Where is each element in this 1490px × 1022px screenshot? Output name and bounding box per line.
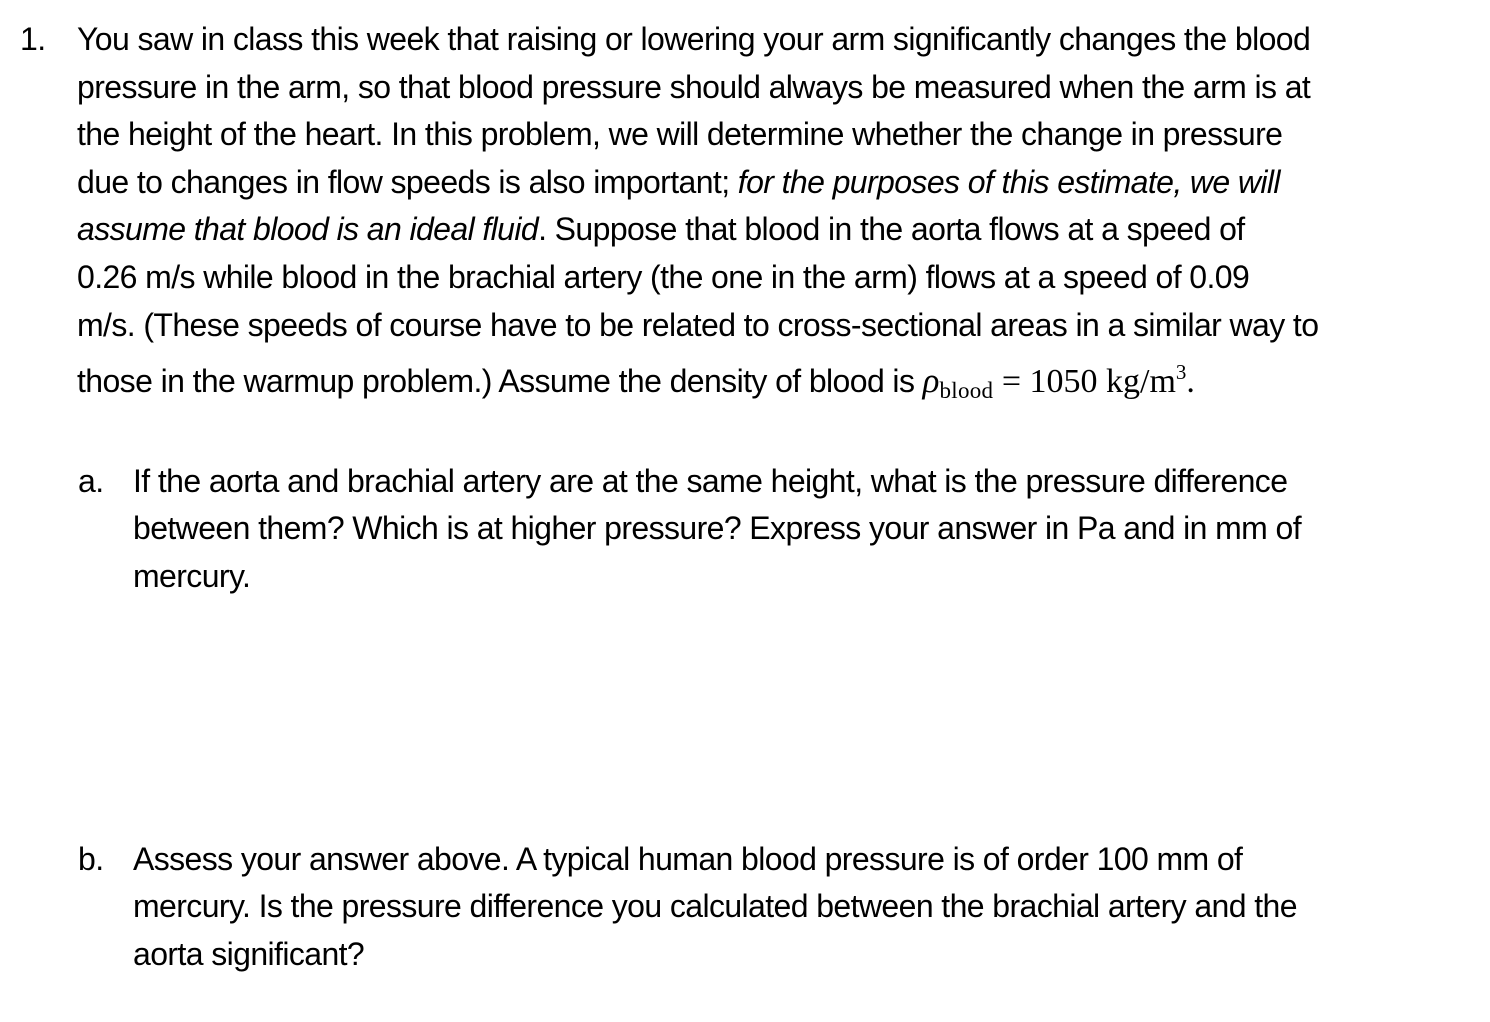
intro-line-8-normal: those in the warmup problem.) Assume the density of blood is	[77, 363, 923, 400]
intro-line-8	[77, 349, 1490, 415]
part-b-line-2: mercury. Is the pressure difference you calculated between the brachial artery and the	[133, 888, 1297, 925]
part-b-text	[133, 836, 1490, 979]
rho-subscript: blood	[939, 378, 994, 404]
part-b-line-3: aorta significant?	[133, 935, 365, 972]
intro-line-3: the height of the heart. In this problem, we will determine whether the change in pressure	[77, 116, 1283, 153]
problem-body	[77, 16, 1490, 978]
part-a-text	[133, 458, 1490, 601]
density-formula	[922, 360, 1195, 404]
part-a-label: a.	[78, 462, 104, 499]
part-b-line-1: Assess your answer above. A typical human blood pressure is of order 100 mm of	[133, 840, 1243, 877]
part-a-line-3: mercury.	[133, 557, 251, 594]
formula-body: = 1050 kg/m	[993, 363, 1176, 401]
part-a-line-1: If the aorta and brachial artery are at the same height, what is the pressure difference	[133, 462, 1288, 499]
intro-line-1: You saw in class this week that raising or lowering your arm significantly changes the blood	[77, 21, 1311, 57]
intro-line-4-italic: for the purposes of this estimate, we will	[737, 163, 1280, 200]
intro-line-5-italic: assume that blood is an ideal fluid	[77, 211, 539, 248]
part-b-label: b.	[78, 840, 104, 877]
problem-1	[20, 16, 1490, 978]
formula-exponent: 3	[1175, 360, 1187, 385]
intro-line-5-normal: . Suppose that blood in the aorta flows at a speed of	[538, 211, 1245, 248]
rho-symbol: ρ	[922, 361, 940, 401]
intro-line-4	[77, 159, 1490, 207]
part-a	[78, 458, 1490, 601]
problem-number: 1.	[20, 21, 46, 57]
part-b	[78, 836, 1490, 979]
part-a-line-2: between them? Which is at higher pressure? Express your answer in Pa and in mm of	[133, 510, 1301, 547]
intro-line-4-normal: due to changes in flow speeds is also important;	[77, 163, 738, 200]
intro-line-5	[77, 206, 1490, 254]
formula-period: .	[1186, 363, 1195, 401]
intro-line-7: m/s. (These speeds of course have to be related to cross-sectional areas in a similar way to	[77, 306, 1319, 343]
intro-line-6: 0.26 m/s while blood in the brachial artery (the one in the arm) flows at a speed of 0.09	[77, 258, 1250, 295]
intro-line-2: pressure in the arm, so that blood pressure should always be measured when the arm is at	[77, 68, 1311, 105]
